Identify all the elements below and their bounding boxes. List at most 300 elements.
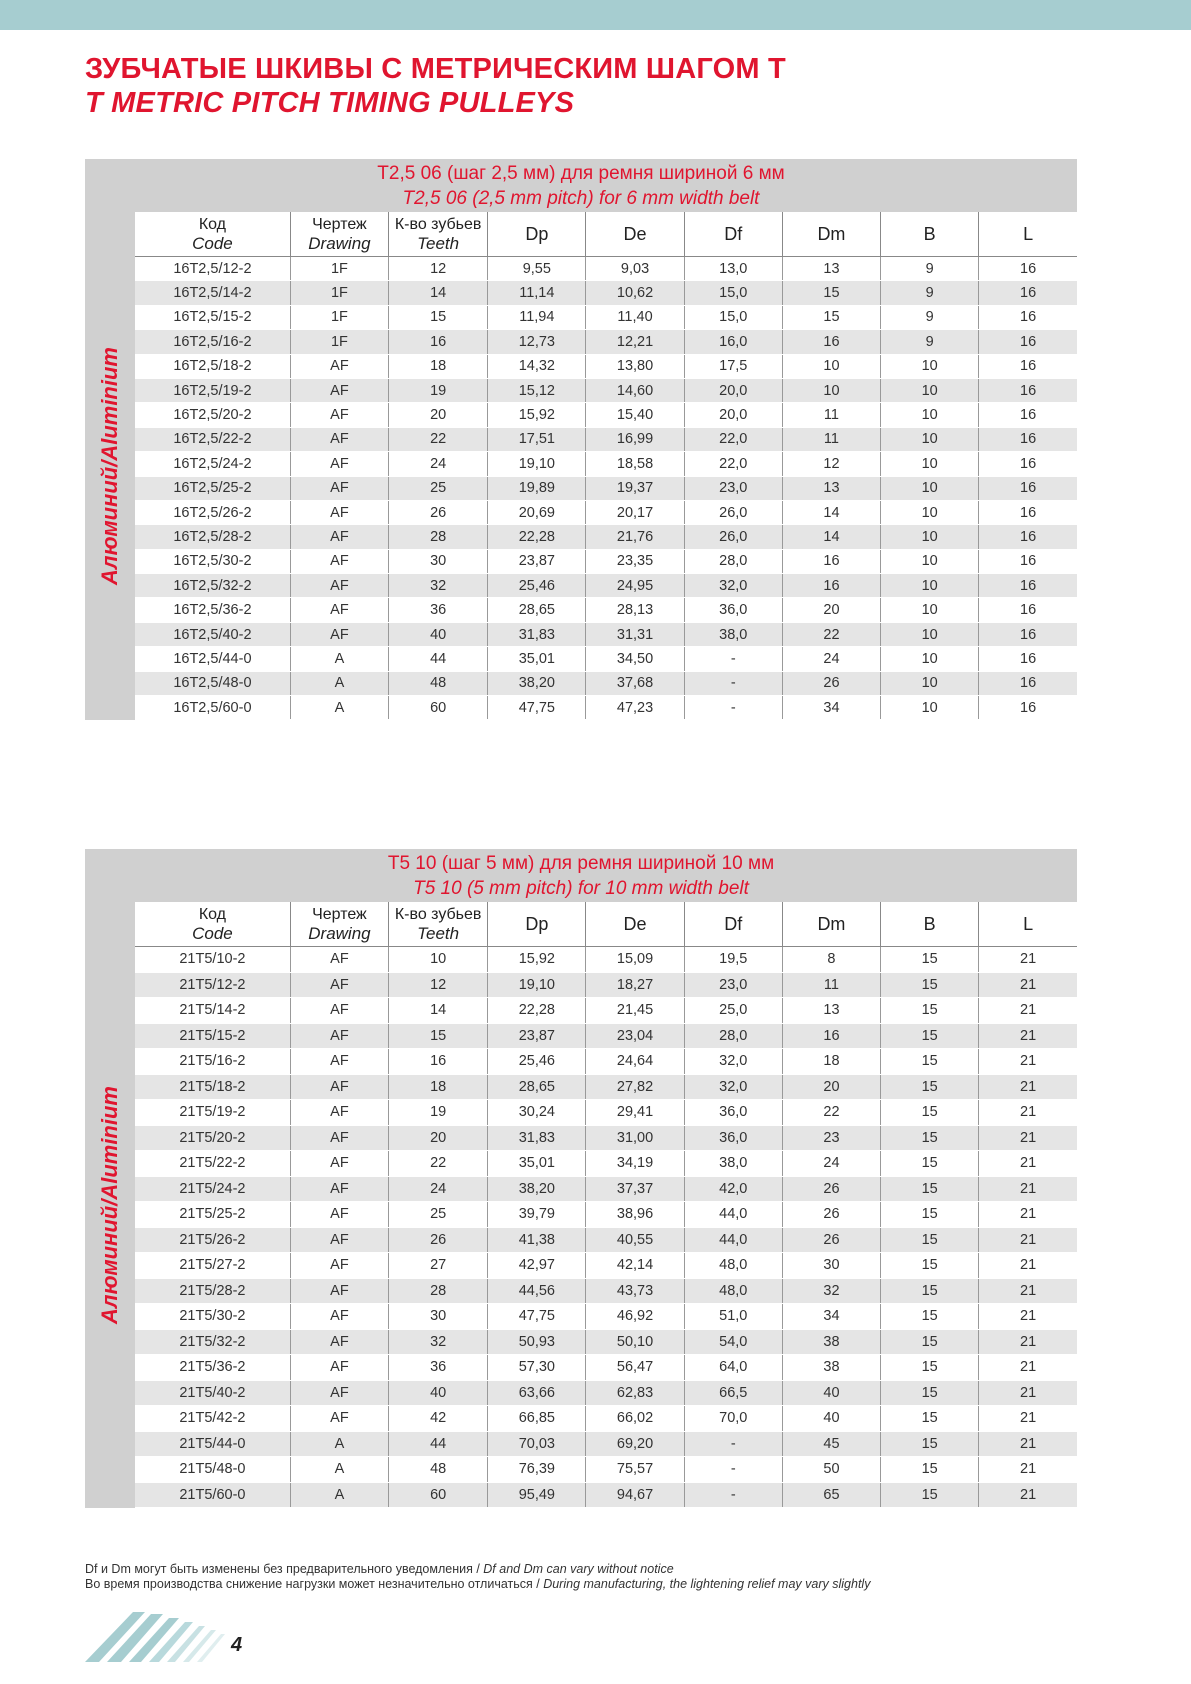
cell-l: 21 — [979, 1406, 1077, 1432]
cell-de: 37,68 — [586, 671, 684, 695]
cell-l: 16 — [979, 257, 1077, 281]
cell-drawing: A — [290, 671, 388, 695]
table-row — [135, 1049, 1077, 1075]
cell-de: 14,60 — [586, 378, 684, 402]
cell-teeth: 19 — [389, 378, 488, 402]
cell-l: 16 — [979, 574, 1077, 598]
cell-l: 21 — [979, 1100, 1077, 1126]
cell-l: 16 — [979, 622, 1077, 646]
cell-teeth: 12 — [389, 972, 488, 998]
cell-b: 15 — [881, 1074, 979, 1100]
cell-l: 21 — [979, 1431, 1077, 1457]
cell-df: 26,0 — [684, 500, 782, 524]
cell-drawing: AF — [290, 1202, 388, 1228]
cell-teeth: 16 — [389, 1049, 488, 1075]
cell-teeth: 40 — [389, 1380, 488, 1406]
cell-drawing: A — [290, 1482, 388, 1508]
cell-df: 36,0 — [684, 598, 782, 622]
cell-code: 16T2,5/48-0 — [135, 671, 290, 695]
cell-code: 21T5/24-2 — [135, 1176, 290, 1202]
cell-df: 23,0 — [684, 476, 782, 500]
cell-dp: 30,24 — [488, 1100, 586, 1126]
cell-l: 21 — [979, 1355, 1077, 1381]
cell-drawing: AF — [290, 1023, 388, 1049]
cell-code: 21T5/12-2 — [135, 972, 290, 998]
cell-l: 16 — [979, 500, 1077, 524]
cell-df: 36,0 — [684, 1100, 782, 1126]
cell-code: 21T5/10-2 — [135, 947, 290, 973]
cell-teeth: 42 — [389, 1406, 488, 1432]
table-row — [135, 500, 1077, 524]
col-b: B — [881, 212, 979, 257]
material-label: Алюминий/Aluminium — [97, 1086, 122, 1324]
cell-drawing: 1F — [290, 257, 388, 281]
cell-code: 21T5/22-2 — [135, 1151, 290, 1177]
cell-de: 11,40 — [586, 305, 684, 329]
cell-dm: 16 — [782, 549, 880, 573]
cell-code: 21T5/32-2 — [135, 1329, 290, 1355]
cell-dp: 19,10 — [488, 972, 586, 998]
cell-teeth: 30 — [389, 549, 488, 573]
cell-dm: 65 — [782, 1482, 880, 1508]
cell-b: 15 — [881, 1406, 979, 1432]
table-row — [135, 1151, 1077, 1177]
cell-dm: 14 — [782, 525, 880, 549]
cell-df: - — [684, 1482, 782, 1508]
cell-drawing: AF — [290, 1074, 388, 1100]
cell-b: 15 — [881, 1023, 979, 1049]
table-row — [135, 476, 1077, 500]
cell-dm: 32 — [782, 1278, 880, 1304]
cell-dm: 26 — [782, 671, 880, 695]
cell-dp: 31,83 — [488, 1125, 586, 1151]
cell-code: 21T5/26-2 — [135, 1227, 290, 1253]
table-row — [135, 622, 1077, 646]
cell-drawing: AF — [290, 947, 388, 973]
table-header-en: T2,5 06 (2,5 mm pitch) for 6 mm width belt — [402, 188, 760, 209]
cell-teeth: 12 — [389, 257, 488, 281]
cell-dm: 11 — [782, 972, 880, 998]
cell-df: 20,0 — [684, 403, 782, 427]
cell-df: 22,0 — [684, 427, 782, 451]
cell-de: 50,10 — [586, 1329, 684, 1355]
cell-dm: 16 — [782, 1023, 880, 1049]
cell-dp: 39,79 — [488, 1202, 586, 1228]
cell-b: 9 — [881, 305, 979, 329]
cell-df: 15,0 — [684, 281, 782, 305]
cell-b: 9 — [881, 281, 979, 305]
cell-l: 16 — [979, 305, 1077, 329]
cell-dp: 38,20 — [488, 1176, 586, 1202]
cell-df: 42,0 — [684, 1176, 782, 1202]
cell-drawing: AF — [290, 378, 388, 402]
cell-de: 37,37 — [586, 1176, 684, 1202]
table-row — [135, 1227, 1077, 1253]
table-row — [135, 257, 1077, 281]
cell-dm: 20 — [782, 1074, 880, 1100]
cell-b: 10 — [881, 476, 979, 500]
cell-de: 21,76 — [586, 525, 684, 549]
cell-teeth: 18 — [389, 1074, 488, 1100]
cell-dm: 24 — [782, 647, 880, 671]
cell-dp: 17,51 — [488, 427, 586, 451]
cell-dp: 11,14 — [488, 281, 586, 305]
table-row — [135, 1329, 1077, 1355]
cell-dp: 50,93 — [488, 1329, 586, 1355]
table-row — [135, 972, 1077, 998]
col-drawing: Чертеж Drawing — [290, 212, 388, 257]
cell-de: 12,21 — [586, 330, 684, 354]
cell-b: 10 — [881, 647, 979, 671]
cell-drawing: 1F — [290, 281, 388, 305]
cell-teeth: 44 — [389, 1431, 488, 1457]
cell-teeth: 24 — [389, 452, 488, 476]
cell-code: 21T5/28-2 — [135, 1278, 290, 1304]
page-number: 4 — [231, 1634, 243, 1656]
cell-dm: 38 — [782, 1355, 880, 1381]
cell-code: 21T5/44-0 — [135, 1431, 290, 1457]
table-row — [135, 1431, 1077, 1457]
cell-drawing: AF — [290, 1278, 388, 1304]
cell-l: 16 — [979, 354, 1077, 378]
cell-l: 16 — [979, 549, 1077, 573]
cell-drawing: AF — [290, 525, 388, 549]
cell-dp: 9,55 — [488, 257, 586, 281]
cell-l: 21 — [979, 1125, 1077, 1151]
pulley-table-t5 — [85, 849, 1077, 1508]
footnotes — [85, 1562, 870, 1592]
table-row — [135, 1304, 1077, 1330]
cell-dm: 45 — [782, 1431, 880, 1457]
cell-teeth: 26 — [389, 1227, 488, 1253]
cell-teeth: 22 — [389, 1151, 488, 1177]
cell-l: 21 — [979, 1253, 1077, 1279]
cell-drawing: AF — [290, 1304, 388, 1330]
cell-df: 28,0 — [684, 1023, 782, 1049]
cell-code: 21T5/20-2 — [135, 1125, 290, 1151]
cell-df: - — [684, 671, 782, 695]
col-l: L — [979, 902, 1077, 947]
material-side-bar — [85, 212, 135, 720]
cell-df: 19,5 — [684, 947, 782, 973]
cell-dm: 40 — [782, 1406, 880, 1432]
cell-de: 34,19 — [586, 1151, 684, 1177]
column-header-row — [135, 902, 1077, 947]
cell-b: 15 — [881, 1100, 979, 1126]
cell-l: 16 — [979, 671, 1077, 695]
cell-de: 62,83 — [586, 1380, 684, 1406]
cell-df: - — [684, 1457, 782, 1483]
cell-de: 31,31 — [586, 622, 684, 646]
table-row — [135, 354, 1077, 378]
cell-code: 16T2,5/24-2 — [135, 452, 290, 476]
cell-df: 36,0 — [684, 1125, 782, 1151]
cell-b: 15 — [881, 1278, 979, 1304]
table-row — [135, 1023, 1077, 1049]
cell-df: - — [684, 696, 782, 720]
page-title-ru: ЗУБЧАТЫЕ ШКИВЫ С МЕТРИЧЕСКИМ ШАГОМ Т — [85, 53, 786, 85]
table-row — [135, 427, 1077, 451]
cell-b: 15 — [881, 947, 979, 973]
footnote-1: Df и Dm могут быть изменены без предварительного уведомления / Df and Dm can vary without notice — [85, 1562, 674, 1576]
cell-drawing: AF — [290, 500, 388, 524]
cell-b: 15 — [881, 1431, 979, 1457]
cell-df: 16,0 — [684, 330, 782, 354]
cell-code: 21T5/42-2 — [135, 1406, 290, 1432]
cell-dp: 47,75 — [488, 1304, 586, 1330]
cell-teeth: 27 — [389, 1253, 488, 1279]
cell-dp: 23,87 — [488, 549, 586, 573]
cell-l: 16 — [979, 476, 1077, 500]
cell-de: 24,64 — [586, 1049, 684, 1075]
cell-dp: 44,56 — [488, 1278, 586, 1304]
cell-df: 38,0 — [684, 1151, 782, 1177]
cell-b: 10 — [881, 696, 979, 720]
cell-b: 10 — [881, 452, 979, 476]
cell-l: 21 — [979, 998, 1077, 1024]
cell-df: 32,0 — [684, 1074, 782, 1100]
cell-drawing: A — [290, 696, 388, 720]
cell-de: 42,14 — [586, 1253, 684, 1279]
cell-b: 10 — [881, 598, 979, 622]
cell-drawing: AF — [290, 1253, 388, 1279]
table-row — [135, 403, 1077, 427]
cell-code: 16T2,5/36-2 — [135, 598, 290, 622]
table-row — [135, 305, 1077, 329]
cell-b: 15 — [881, 1329, 979, 1355]
col-dm: Dm — [782, 902, 880, 947]
cell-code: 21T5/60-0 — [135, 1482, 290, 1508]
cell-de: 23,04 — [586, 1023, 684, 1049]
cell-dp: 14,32 — [488, 354, 586, 378]
cell-drawing: AF — [290, 1227, 388, 1253]
data-table — [135, 212, 1077, 720]
cell-de: 34,50 — [586, 647, 684, 671]
cell-dp: 57,30 — [488, 1355, 586, 1381]
table-row — [135, 1406, 1077, 1432]
cell-b: 9 — [881, 257, 979, 281]
cell-l: 16 — [979, 452, 1077, 476]
cell-l: 16 — [979, 598, 1077, 622]
cell-dp: 23,87 — [488, 1023, 586, 1049]
pulley-table-t2-5 — [85, 159, 1077, 720]
cell-l: 21 — [979, 1304, 1077, 1330]
table-header-en: T5 10 (5 mm pitch) for 10 mm width belt — [413, 878, 749, 899]
cell-df: 51,0 — [684, 1304, 782, 1330]
cell-df: 38,0 — [684, 622, 782, 646]
cell-dm: 12 — [782, 452, 880, 476]
cell-code: 21T5/19-2 — [135, 1100, 290, 1126]
cell-dp: 19,89 — [488, 476, 586, 500]
cell-dp: 11,94 — [488, 305, 586, 329]
cell-b: 15 — [881, 1125, 979, 1151]
cell-dp: 15,92 — [488, 403, 586, 427]
cell-code: 16T2,5/15-2 — [135, 305, 290, 329]
cell-l: 16 — [979, 525, 1077, 549]
cell-dp: 25,46 — [488, 1049, 586, 1075]
cell-df: 32,0 — [684, 1049, 782, 1075]
cell-b: 10 — [881, 574, 979, 598]
cell-l: 21 — [979, 1151, 1077, 1177]
cell-de: 69,20 — [586, 1431, 684, 1457]
cell-df: 25,0 — [684, 998, 782, 1024]
col-df: Df — [684, 212, 782, 257]
cell-dp: 12,73 — [488, 330, 586, 354]
cell-df: - — [684, 647, 782, 671]
cell-dp: 22,28 — [488, 525, 586, 549]
cell-b: 10 — [881, 378, 979, 402]
cell-b: 15 — [881, 1253, 979, 1279]
cell-b: 15 — [881, 1355, 979, 1381]
cell-drawing: AF — [290, 427, 388, 451]
cell-dm: 30 — [782, 1253, 880, 1279]
cell-code: 16T2,5/32-2 — [135, 574, 290, 598]
cell-dm: 11 — [782, 427, 880, 451]
cell-b: 15 — [881, 1482, 979, 1508]
table-row — [135, 330, 1077, 354]
cell-l: 21 — [979, 1227, 1077, 1253]
cell-teeth: 28 — [389, 1278, 488, 1304]
cell-l: 21 — [979, 1023, 1077, 1049]
cell-de: 18,27 — [586, 972, 684, 998]
cell-code: 21T5/48-0 — [135, 1457, 290, 1483]
cell-de: 24,95 — [586, 574, 684, 598]
cell-l: 21 — [979, 1049, 1077, 1075]
cell-teeth: 28 — [389, 525, 488, 549]
cell-de: 46,92 — [586, 1304, 684, 1330]
cell-de: 15,09 — [586, 947, 684, 973]
cell-de: 19,37 — [586, 476, 684, 500]
cell-teeth: 22 — [389, 427, 488, 451]
cell-dp: 31,83 — [488, 622, 586, 646]
cell-code: 21T5/25-2 — [135, 1202, 290, 1228]
cell-dm: 16 — [782, 574, 880, 598]
cell-de: 21,45 — [586, 998, 684, 1024]
col-dm: Dm — [782, 212, 880, 257]
cell-dp: 76,39 — [488, 1457, 586, 1483]
table-row — [135, 998, 1077, 1024]
cell-drawing: AF — [290, 972, 388, 998]
cell-drawing: 1F — [290, 330, 388, 354]
cell-drawing: AF — [290, 1176, 388, 1202]
table-row — [135, 549, 1077, 573]
cell-teeth: 20 — [389, 403, 488, 427]
cell-dm: 11 — [782, 403, 880, 427]
cell-teeth: 32 — [389, 1329, 488, 1355]
cell-dp: 38,20 — [488, 671, 586, 695]
cell-teeth: 20 — [389, 1125, 488, 1151]
cell-dm: 23 — [782, 1125, 880, 1151]
cell-df: 17,5 — [684, 354, 782, 378]
cell-dp: 66,85 — [488, 1406, 586, 1432]
cell-b: 15 — [881, 1151, 979, 1177]
cell-teeth: 40 — [389, 622, 488, 646]
cell-b: 15 — [881, 1457, 979, 1483]
cell-l: 16 — [979, 696, 1077, 720]
cell-l: 21 — [979, 1329, 1077, 1355]
cell-l: 16 — [979, 281, 1077, 305]
table-row — [135, 1253, 1077, 1279]
cell-code: 16T2,5/26-2 — [135, 500, 290, 524]
cell-dm: 34 — [782, 1304, 880, 1330]
cell-df: 28,0 — [684, 549, 782, 573]
table-row — [135, 378, 1077, 402]
column-header-row — [135, 212, 1077, 257]
table-row — [135, 1278, 1077, 1304]
cell-b: 10 — [881, 525, 979, 549]
cell-l: 16 — [979, 403, 1077, 427]
cell-dp: 63,66 — [488, 1380, 586, 1406]
col-code: Код Code — [135, 902, 290, 947]
table-row — [135, 452, 1077, 476]
cell-de: 28,13 — [586, 598, 684, 622]
cell-teeth: 10 — [389, 947, 488, 973]
col-dp: Dp — [488, 902, 586, 947]
cell-dm: 13 — [782, 257, 880, 281]
cell-l: 21 — [979, 1202, 1077, 1228]
cell-drawing: AF — [290, 1151, 388, 1177]
cell-de: 15,40 — [586, 403, 684, 427]
cell-teeth: 25 — [389, 476, 488, 500]
cell-b: 15 — [881, 1304, 979, 1330]
table-row — [135, 574, 1077, 598]
cell-df: 66,5 — [684, 1380, 782, 1406]
cell-teeth: 14 — [389, 281, 488, 305]
cell-df: - — [684, 1431, 782, 1457]
cell-dp: 42,97 — [488, 1253, 586, 1279]
col-teeth: К-во зубьев Teeth — [389, 902, 488, 947]
cell-drawing: AF — [290, 549, 388, 573]
cell-dp: 15,92 — [488, 947, 586, 973]
cell-code: 16T2,5/22-2 — [135, 427, 290, 451]
col-b: B — [881, 902, 979, 947]
cell-dp: 35,01 — [488, 1151, 586, 1177]
cell-drawing: A — [290, 1431, 388, 1457]
cell-drawing: AF — [290, 598, 388, 622]
cell-dm: 22 — [782, 1100, 880, 1126]
cell-l: 21 — [979, 947, 1077, 973]
table-row — [135, 647, 1077, 671]
cell-df: 48,0 — [684, 1253, 782, 1279]
cell-code: 16T2,5/18-2 — [135, 354, 290, 378]
col-code: Код Code — [135, 212, 290, 257]
cell-drawing: AF — [290, 1125, 388, 1151]
cell-code: 21T5/30-2 — [135, 1304, 290, 1330]
table-row — [135, 598, 1077, 622]
cell-drawing: AF — [290, 1355, 388, 1381]
cell-drawing: AF — [290, 403, 388, 427]
cell-df: 48,0 — [684, 1278, 782, 1304]
cell-dm: 16 — [782, 330, 880, 354]
cell-code: 21T5/40-2 — [135, 1380, 290, 1406]
cell-teeth: 36 — [389, 598, 488, 622]
cell-code: 21T5/18-2 — [135, 1074, 290, 1100]
cell-dp: 20,69 — [488, 500, 586, 524]
table-row — [135, 1202, 1077, 1228]
cell-l: 16 — [979, 647, 1077, 671]
cell-drawing: AF — [290, 452, 388, 476]
table-row — [135, 1457, 1077, 1483]
cell-drawing: AF — [290, 1406, 388, 1432]
cell-df: 22,0 — [684, 452, 782, 476]
cell-code: 16T2,5/19-2 — [135, 378, 290, 402]
cell-b: 10 — [881, 403, 979, 427]
cell-de: 18,58 — [586, 452, 684, 476]
table-row — [135, 281, 1077, 305]
cell-drawing: AF — [290, 354, 388, 378]
cell-df: 20,0 — [684, 378, 782, 402]
cell-drawing: AF — [290, 476, 388, 500]
